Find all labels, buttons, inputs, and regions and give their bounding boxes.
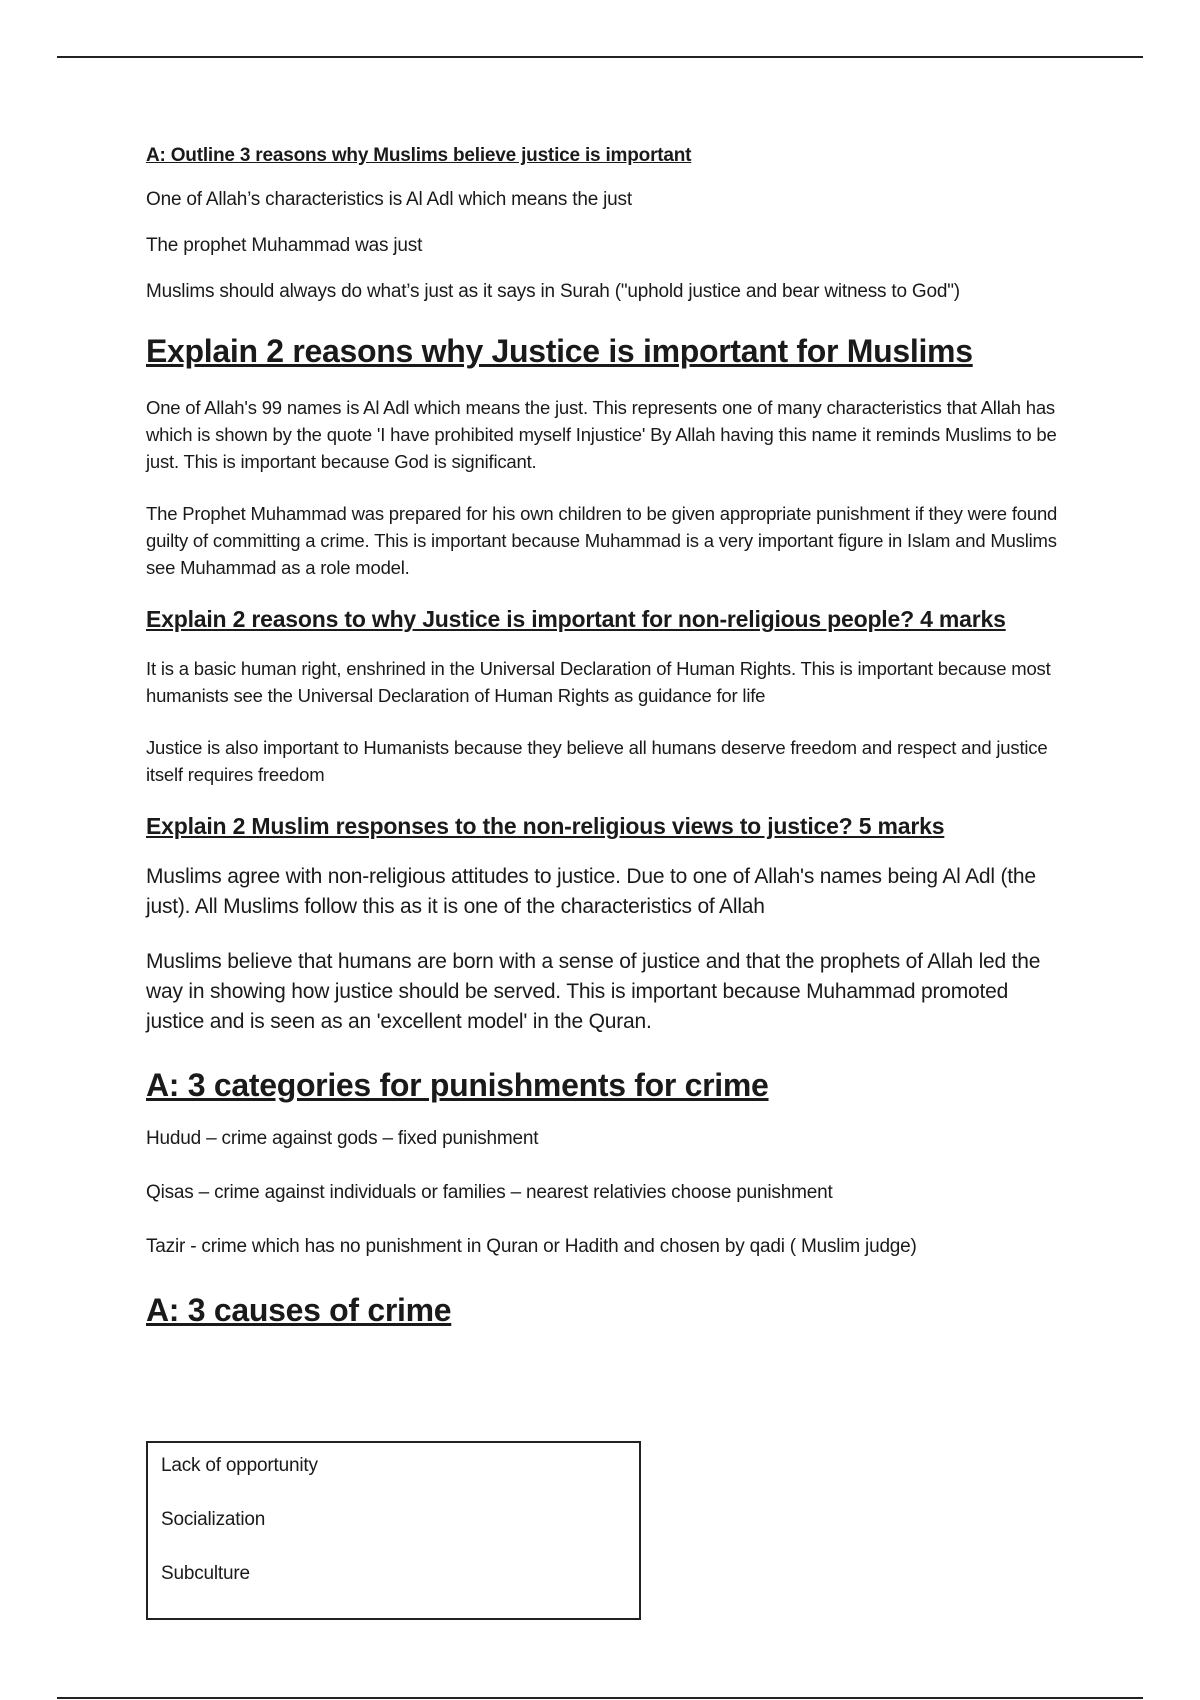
section4-paragraph: Muslims agree with non-religious attitudes to justice. Due to one of Allah's names being Al Adl (the just). All Muslims follow this as it is one of the characteristics of Allah <box>146 865 1036 918</box>
document-body <box>146 145 1066 1351</box>
top-rule <box>57 56 1143 58</box>
section1-line: One of Allah’s characteristics is Al Adl which means the just <box>146 189 632 210</box>
section3-paragraph: It is a basic human right, enshrined in the Universal Declaration of Human Rights. This is important because most humanists see the Universal Declaration of Human Rights as guidance for life <box>146 658 1051 706</box>
bottom-rule <box>57 1697 1143 1699</box>
cause-item: Socialization <box>161 1509 266 1530</box>
section3-heading: Explain 2 reasons to why Justice is important for non-religious people? 4 marks <box>146 606 1006 632</box>
section3-paragraph: Justice is also important to Humanists because they believe all humans deserve freedom and respect and justice itself requires freedom <box>146 737 1048 785</box>
section1-line: Muslims should always do what’s just as it says in Surah ("uphold justice and bear witness to God") <box>146 281 960 302</box>
section5-line: Qisas – crime against individuals or families – nearest relativies choose punishment <box>146 1182 833 1203</box>
cause-item: Subculture <box>161 1563 250 1584</box>
section2-heading: Explain 2 reasons why Justice is important for Muslims <box>146 333 973 369</box>
section5-line: Hudud – crime against gods – fixed punishment <box>146 1128 539 1149</box>
section1-heading: A: Outline 3 reasons why Muslims believe justice is important <box>146 145 692 166</box>
section2-paragraph: One of Allah's 99 names is Al Adl which means the just. This represents one of many characteristics that Allah has which is shown by the quote 'I have prohibited myself Injustice' By Allah having this name it reminds Muslims to be just. This is important because God is significant. <box>146 397 1057 472</box>
section1-line: The prophet Muhammad was just <box>146 235 423 256</box>
section4-paragraph: Muslims believe that humans are born with a sense of justice and that the prophets of Allah led the way in showing how justice should be served. This is important because Muhammad promoted justice and is seen as an 'excellent model' in the Quran. <box>146 950 1041 1033</box>
section5-heading: A: 3 categories for punishments for crime <box>146 1067 769 1103</box>
section2-paragraph: The Prophet Muhammad was prepared for his own children to be given appropriate punishment if they were found guilty of committing a crime. This is important because Muhammad is a very important figure in Islam and Muslims see Muhammad as a role model. <box>146 503 1058 578</box>
section4-heading: Explain 2 Muslim responses to the non-religious views to justice? 5 marks <box>146 813 945 839</box>
cause-item: Lack of opportunity <box>161 1455 318 1476</box>
section5-line: Tazir - crime which has no punishment in Quran or Hadith and chosen by qadi ( Muslim judge) <box>146 1236 917 1257</box>
section6-heading: A: 3 causes of crime <box>146 1292 452 1328</box>
causes-box <box>146 1441 641 1620</box>
